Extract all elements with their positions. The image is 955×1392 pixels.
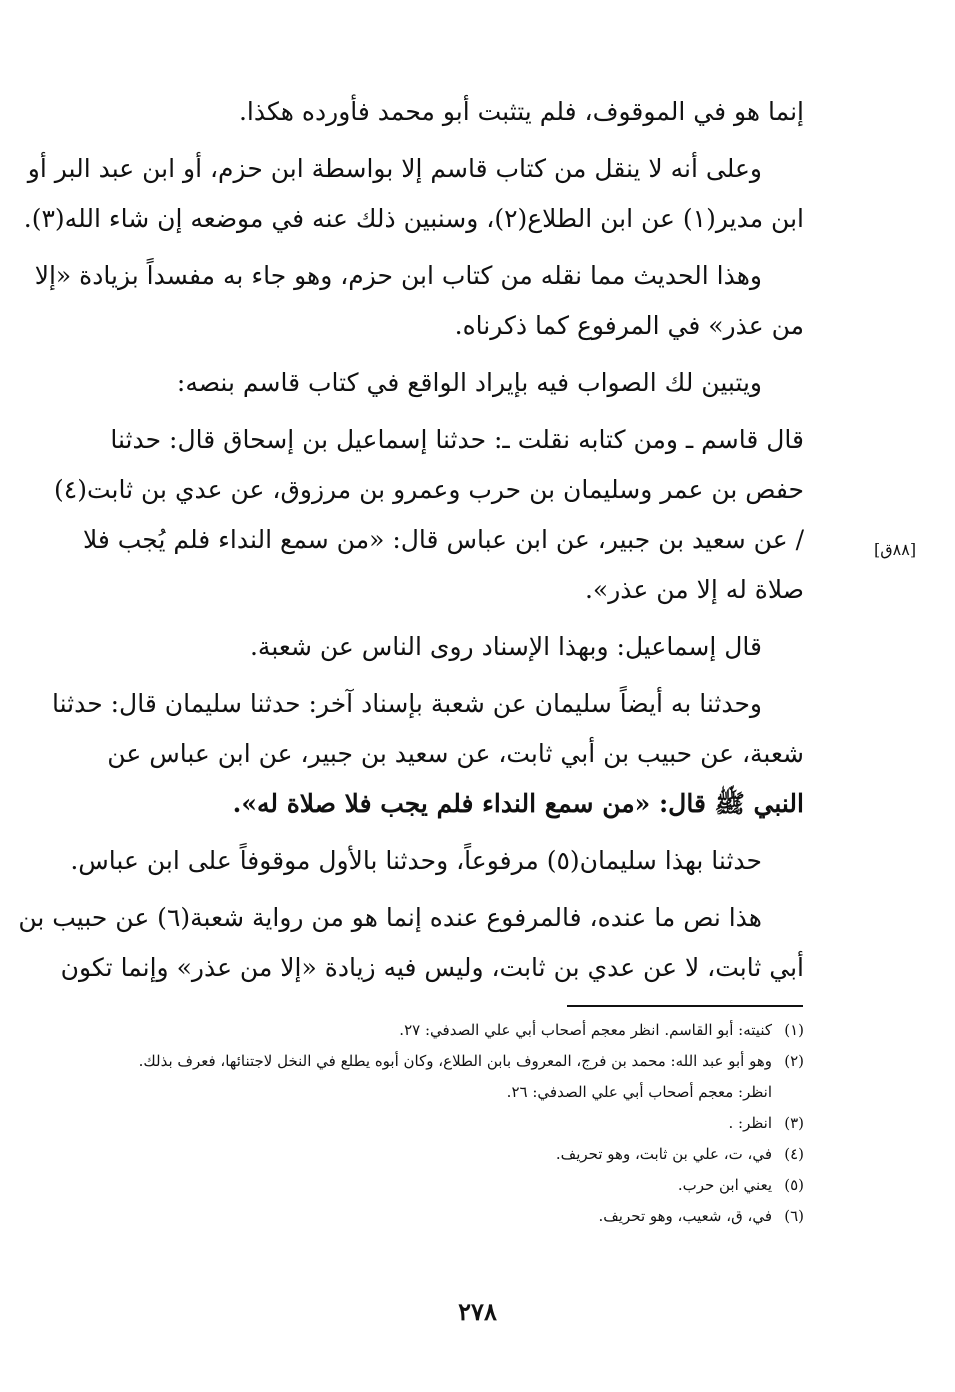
text-line: وحدثنا به أيضاً سليمان عن شعبة بإسناد آخر: حدثنا سليمان قال: حدثنا — [51, 689, 762, 718]
footnote-text: في، ق، شعيب، وهو تحريف. — [598, 1207, 772, 1225]
footnote-text: في، ت، علي بن ثابت، وهو تحريف. — [555, 1145, 772, 1163]
manuscript-folio-note: [٨٨ق] — [874, 540, 917, 559]
footnote — [90, 1175, 804, 1195]
footnote-number: (١) — [784, 1021, 804, 1039]
footnote — [90, 1144, 804, 1164]
main-text — [18, 96, 804, 1009]
footnote-text: وهو أبو عبد الله: محمد بن فرج، المعروف بابن الطلاع، وكان أبوه يطلع في النخل لاجتنائها، فعرف بذلك. — [138, 1052, 772, 1070]
footnotes — [90, 1020, 804, 1237]
text-line: / عن سعيد بن جبير، عن ابن عباس قال: «من سمع النداء فلم يُجب فلا — [82, 525, 804, 554]
footnote-continuation — [90, 1082, 804, 1102]
footnote-divider — [567, 1005, 803, 1007]
footnote — [90, 1113, 804, 1133]
footnote-text: يعني ابن حرب. — [677, 1176, 772, 1194]
text-line: ويتبين لك الصواب فيه بإيراد الواقع في كتاب قاسم بنصه: — [176, 368, 762, 397]
text-line: أبي ثابت، لا عن عدي بن ثابت، وليس فيه زيادة «إلا من عذر» وإنما تكون — [60, 953, 804, 982]
footnote-text: انظر: . — [728, 1114, 772, 1132]
footnote-number: (٤) — [784, 1145, 804, 1163]
footnote-number: (٥) — [784, 1176, 804, 1194]
footnote — [90, 1206, 804, 1226]
text-line: وعلى أنه لا ينقل من كتاب قاسم إلا بواسطة ابن حزم، أو ابن عبد البر أو — [27, 154, 762, 183]
text-line: من عذر» في المرفوع كما ذكرناه. — [454, 311, 804, 340]
text-line: صلاة له إلا من عذر». — [584, 575, 804, 604]
text-line: النبي ﷺ قال: «من سمع النداء فلم يجب فلا صلاة له». — [232, 789, 804, 818]
text-line: شعبة، عن حبيب بن أبي ثابت، عن سعيد بن جبير، عن ابن عباس عن — [107, 739, 804, 768]
footnote-number: (٢) — [784, 1052, 804, 1070]
text-line: قال إسماعيل: وبهذا الإسناد روى الناس عن شعبة. — [249, 632, 762, 661]
footnote-text: كنيته: أبو القاسم. انظر معجم أصحاب أبي علي الصدفي: ٢٧. — [399, 1021, 772, 1039]
text-line: حفص بن عمر وسليمان بن حرب وعمرو بن مرزوق، عن عدي بن ثابت(٤) — [54, 475, 804, 504]
text-line: هذا نص ما عنده، فالمرفوع عنده إنما هو من رواية شعبة(٦) عن حبيب بن — [18, 903, 762, 932]
text-line: إنما هو في الموقوف، فلم يتثبت أبو محمد فأورده هكذا. — [238, 97, 804, 126]
page-number: ٢٧٨ — [458, 1297, 497, 1326]
text-line: حدثنا بهذا سليمان(٥) مرفوعاً، وحدثنا بالأول موقوفاً على ابن عباس. — [70, 846, 762, 875]
text-line: قال قاسم ـ ومن كتابه نقلت ـ: حدثنا إسماعيل بن إسحاق قال: حدثنا — [110, 425, 804, 454]
text-line: وهذا الحديث مما نقله من كتاب ابن حزم، وهو جاء به مفسداً بزيادة «إلا — [34, 261, 762, 290]
footnote — [90, 1020, 804, 1040]
text-line: ابن مدير(١) عن ابن الطلاع(٢)، وسنبين ذلك عنه في موضعه إن شاء الله(٣). — [23, 204, 804, 233]
footnote-text: انظر: معجم أصحاب أبي علي الصدفي: ٢٦. — [506, 1083, 772, 1101]
footnote-number: (٣) — [784, 1114, 804, 1132]
footnote-number: (٦) — [784, 1207, 804, 1225]
footnote — [90, 1051, 804, 1071]
